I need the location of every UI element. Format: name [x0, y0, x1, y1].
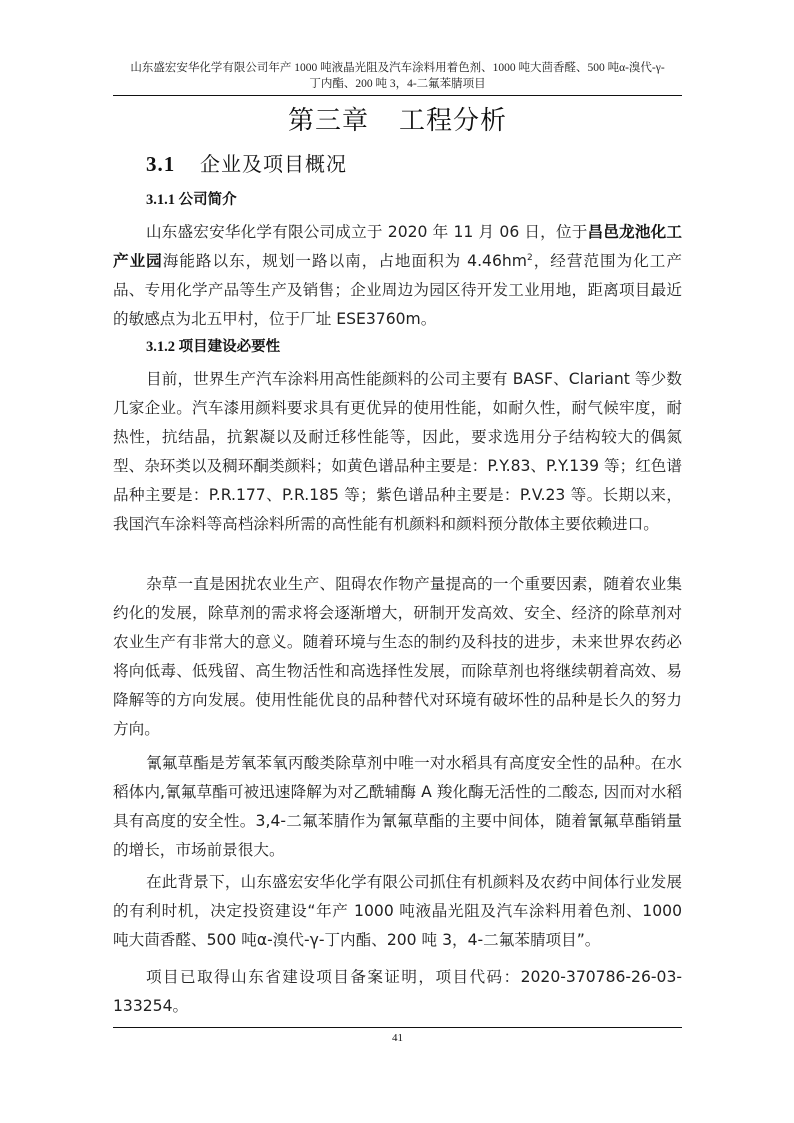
company-profile-body: [113, 218, 682, 334]
cyhalofop-body: [113, 749, 682, 865]
superscript: 2: [526, 252, 533, 263]
paragraph: 目前，世界生产汽车涂料用高性能颜料的公司主要有 BASF、Clariant 等少数几家企业。汽车漆用颜料要求具有更优异的使用性能，如耐久性，耐气候牢度，耐热性，抗结晶，抗絮凝以及耐迁移性能等，因此，要求选用分子结构较大的偶氮型、杂环类以及稠环酮类颜料；如黄色谱品种主要是：P.Y.83、P.Y.139 等；红色谱品种主要是：P.R.177、P.R.185 等；紫色谱品种主要是：P.V.23 等。长期以来，我国汽车涂料等高档涂料所需的高性能有机颜料和颜料预分散体主要依赖进口。: [113, 370, 682, 533]
paragraph-text: 海能路以东，规划一路以南，占地面积为 4.46hm: [162, 252, 527, 270]
herbicide-body: [113, 570, 682, 744]
project-code-body: [113, 963, 682, 1021]
necessity-body: [113, 365, 682, 539]
header-divider: [113, 95, 682, 96]
paragraph: 杂草一直是困扰农业生产、阻碍农作物产量提高的一个重要因素，随着农业集约化的发展，除草剂的需求将会逐渐增大，研制开发高效、安全、经济的除草剂对农业生产有非常大的意义。随着环境与生态的制约及科技的进步，未来世界农药必将向低毒、低残留、高生物活性和高选择性发展，而除草剂也将继续朝着高效、易降解等的方向发展。使用性能优良的品种替代对环境有破坏性的品种是长久的努力方向。: [113, 575, 682, 738]
chapter-name: 工程分析: [399, 106, 508, 136]
paragraph: [113, 218, 682, 334]
paragraph: 项目已取得山东省建设项目备案证明，项目代码：2020-370786-26-03-133254。: [113, 968, 682, 1015]
subsection-heading-necessity: 3.1.2 项目建设必要性: [146, 339, 281, 355]
paragraph: 氰氟草酯是芳氧苯氧丙酸类除草剂中唯一对水稻具有高度安全性的品种。在水稻体内,氰氟草酯可被迅速降解为对乙酰辅酶 A 羧化酶无活性的二酸态, 因而对水稻具有高度的安全性。3,4-二氟苯腈作为氰氟草酯的主要中间体，随着氰氟草酯销量的增长，市场前景很大。: [113, 754, 682, 859]
running-header-line-1: 山东盛宏安华化学有限公司年产 1000 吨液晶光阻及汽车涂料用着色剂、1000 吨大茴香醛、500 吨α-溴代-γ-: [130, 62, 665, 74]
section-heading: [146, 150, 347, 178]
paragraph-text: ，经营范围为化工产品、专用化学产品等生产及销售；企业周边为园区待开发工业用地，距离项目最近的敏感点为北五甲村，位于厂址 ESE3760m。: [113, 252, 682, 328]
subsection-heading-company-profile: 3.1.1 公司简介: [146, 192, 237, 208]
page-number: 41: [392, 1032, 403, 1044]
chapter-number: 第三章: [287, 106, 369, 136]
highlighted-location: 昌邑龙池化工产业园: [113, 223, 682, 270]
section-name: 企业及项目概况: [200, 152, 347, 176]
paragraph-text: 山东盛宏安华化学有限公司成立于 2020 年 11 月 06 日，位于: [146, 223, 588, 241]
chapter-title: [113, 104, 682, 138]
section-number: 3.1: [146, 152, 176, 176]
background-body: [113, 868, 682, 955]
running-header: [113, 60, 682, 92]
paragraph: 在此背景下，山东盛宏安华化学有限公司抓住有机颜料及农药中间体行业发展的有利时机，决定投资建设“年产 1000 吨液晶光阻及汽车涂料用着色剂、1000 吨大茴香醛、500 吨α-溴代-γ-丁内酯、200 吨 3，4-二氟苯腈项目”。: [113, 873, 682, 949]
running-header-line-2: 丁内酯、200 吨 3，4-二氟苯腈项目: [309, 78, 486, 90]
footer-divider: [113, 1027, 682, 1028]
